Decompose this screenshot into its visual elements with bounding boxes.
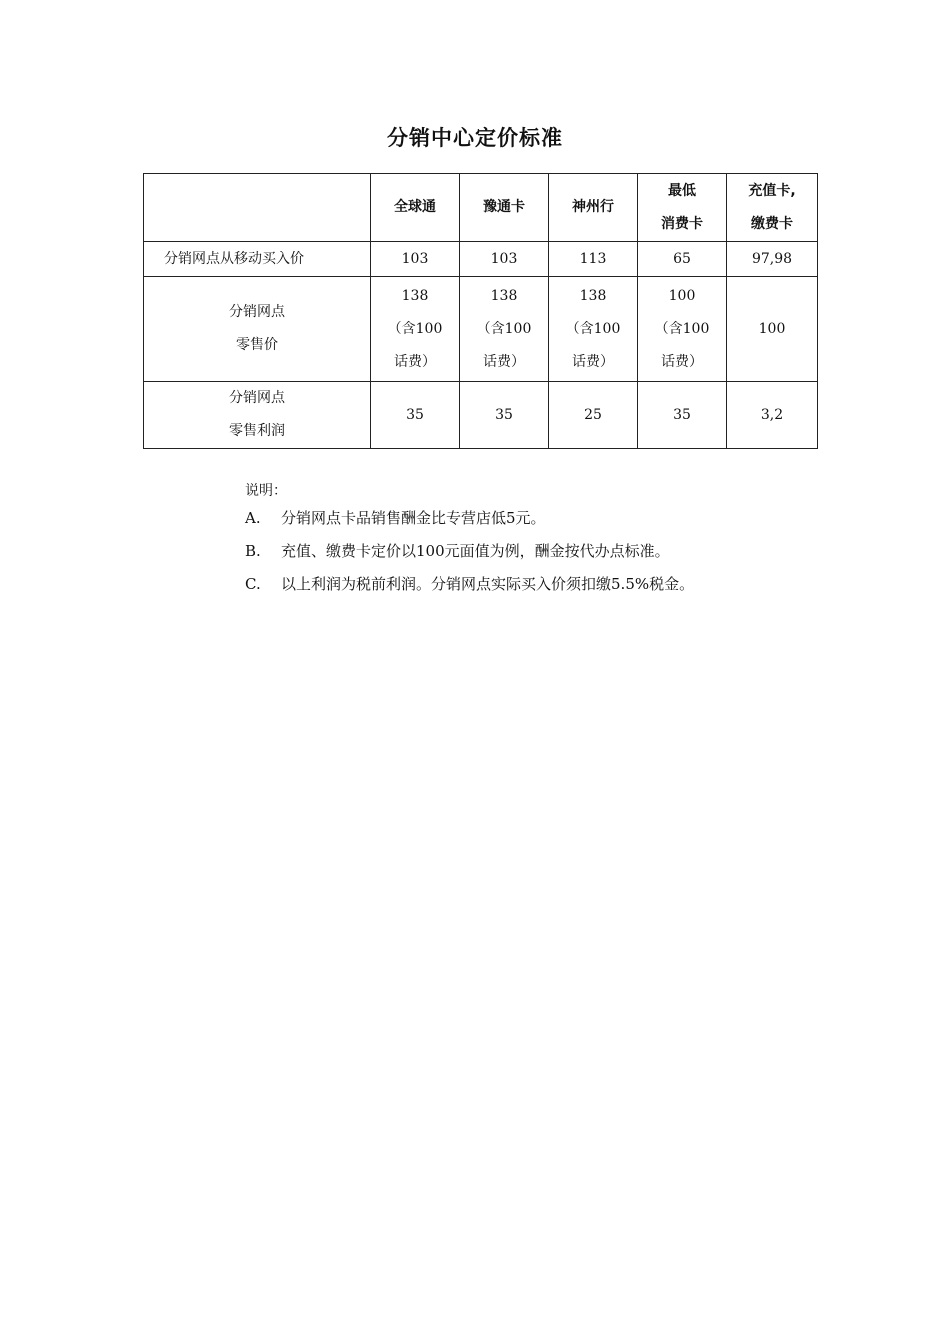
retail-note: （含100 [476, 320, 532, 337]
table-cell: 113 [549, 242, 638, 277]
note-item [245, 502, 694, 535]
note-text: 分销网点卡品销售酬金比专营店低5元。 [281, 509, 546, 527]
header-min-consumption-card [638, 174, 727, 242]
note-text: 以上利润为税前利润。分销网点实际买入价须扣缴5.5%税金。 [281, 575, 695, 593]
note-letter: A. [245, 509, 261, 527]
header-yutongka: 豫通卡 [460, 174, 549, 242]
table-cell: 103 [460, 242, 549, 277]
retail-note: 话费） [483, 353, 525, 370]
table-cell [371, 277, 460, 382]
table-cell: 100 [727, 277, 818, 382]
table-cell: 35 [460, 382, 549, 449]
label-line: 零售利润 [229, 423, 285, 439]
pricing-table [143, 173, 818, 449]
table-cell: 103 [371, 242, 460, 277]
table-row [144, 242, 818, 277]
table-row [144, 277, 818, 382]
table-cell [460, 277, 549, 382]
retail-note: （含100 [654, 320, 710, 337]
retail-note: 话费） [394, 353, 436, 370]
note-letter: B. [245, 542, 261, 560]
note-text: 充值、缴费卡定价以100元面值为例，酬金按代办点标准。 [281, 542, 670, 560]
retail-note: （含100 [387, 320, 443, 337]
table-cell: 35 [371, 382, 460, 449]
table-header-row [144, 174, 818, 242]
note-item [245, 535, 694, 568]
note-letter: C. [245, 575, 261, 593]
page-title: 分销中心定价标准 [387, 126, 563, 150]
retail-note: 话费） [661, 353, 703, 370]
table-cell: 3,2 [727, 382, 818, 449]
header-blank [144, 174, 371, 242]
row-label-buy-price: 分销网点从移动买入价 [144, 242, 371, 277]
row-label-retail-price [144, 277, 371, 382]
retail-price: 138 [490, 287, 518, 304]
table-cell: 65 [638, 242, 727, 277]
header-min-line1: 最低 [668, 182, 696, 199]
header-recharge-line2: 缴费卡 [751, 215, 793, 232]
notes-title: 说明： [245, 483, 287, 499]
header-min-line2: 消费卡 [661, 215, 703, 232]
retail-note: 话费） [572, 353, 614, 370]
retail-price: 138 [579, 287, 607, 304]
row-label-retail-profit [144, 382, 371, 449]
header-quanqiutong: 全球通 [371, 174, 460, 242]
header-recharge-card [727, 174, 818, 242]
table-cell: 97,98 [727, 242, 818, 277]
table-row [144, 382, 818, 449]
header-shenzhouxing: 神州行 [549, 174, 638, 242]
table-cell [638, 277, 727, 382]
table-cell: 35 [638, 382, 727, 449]
label-line: 分销网点 [229, 304, 285, 320]
label-line: 分销网点 [229, 390, 285, 406]
retail-price: 100 [668, 287, 696, 304]
retail-note: （含100 [565, 320, 621, 337]
table-cell: 25 [549, 382, 638, 449]
header-recharge-line1: 充值卡, [748, 182, 796, 199]
note-item [245, 568, 694, 601]
table-cell [549, 277, 638, 382]
notes-section [245, 480, 694, 601]
retail-price: 138 [401, 287, 429, 304]
label-line: 零售价 [236, 337, 278, 353]
